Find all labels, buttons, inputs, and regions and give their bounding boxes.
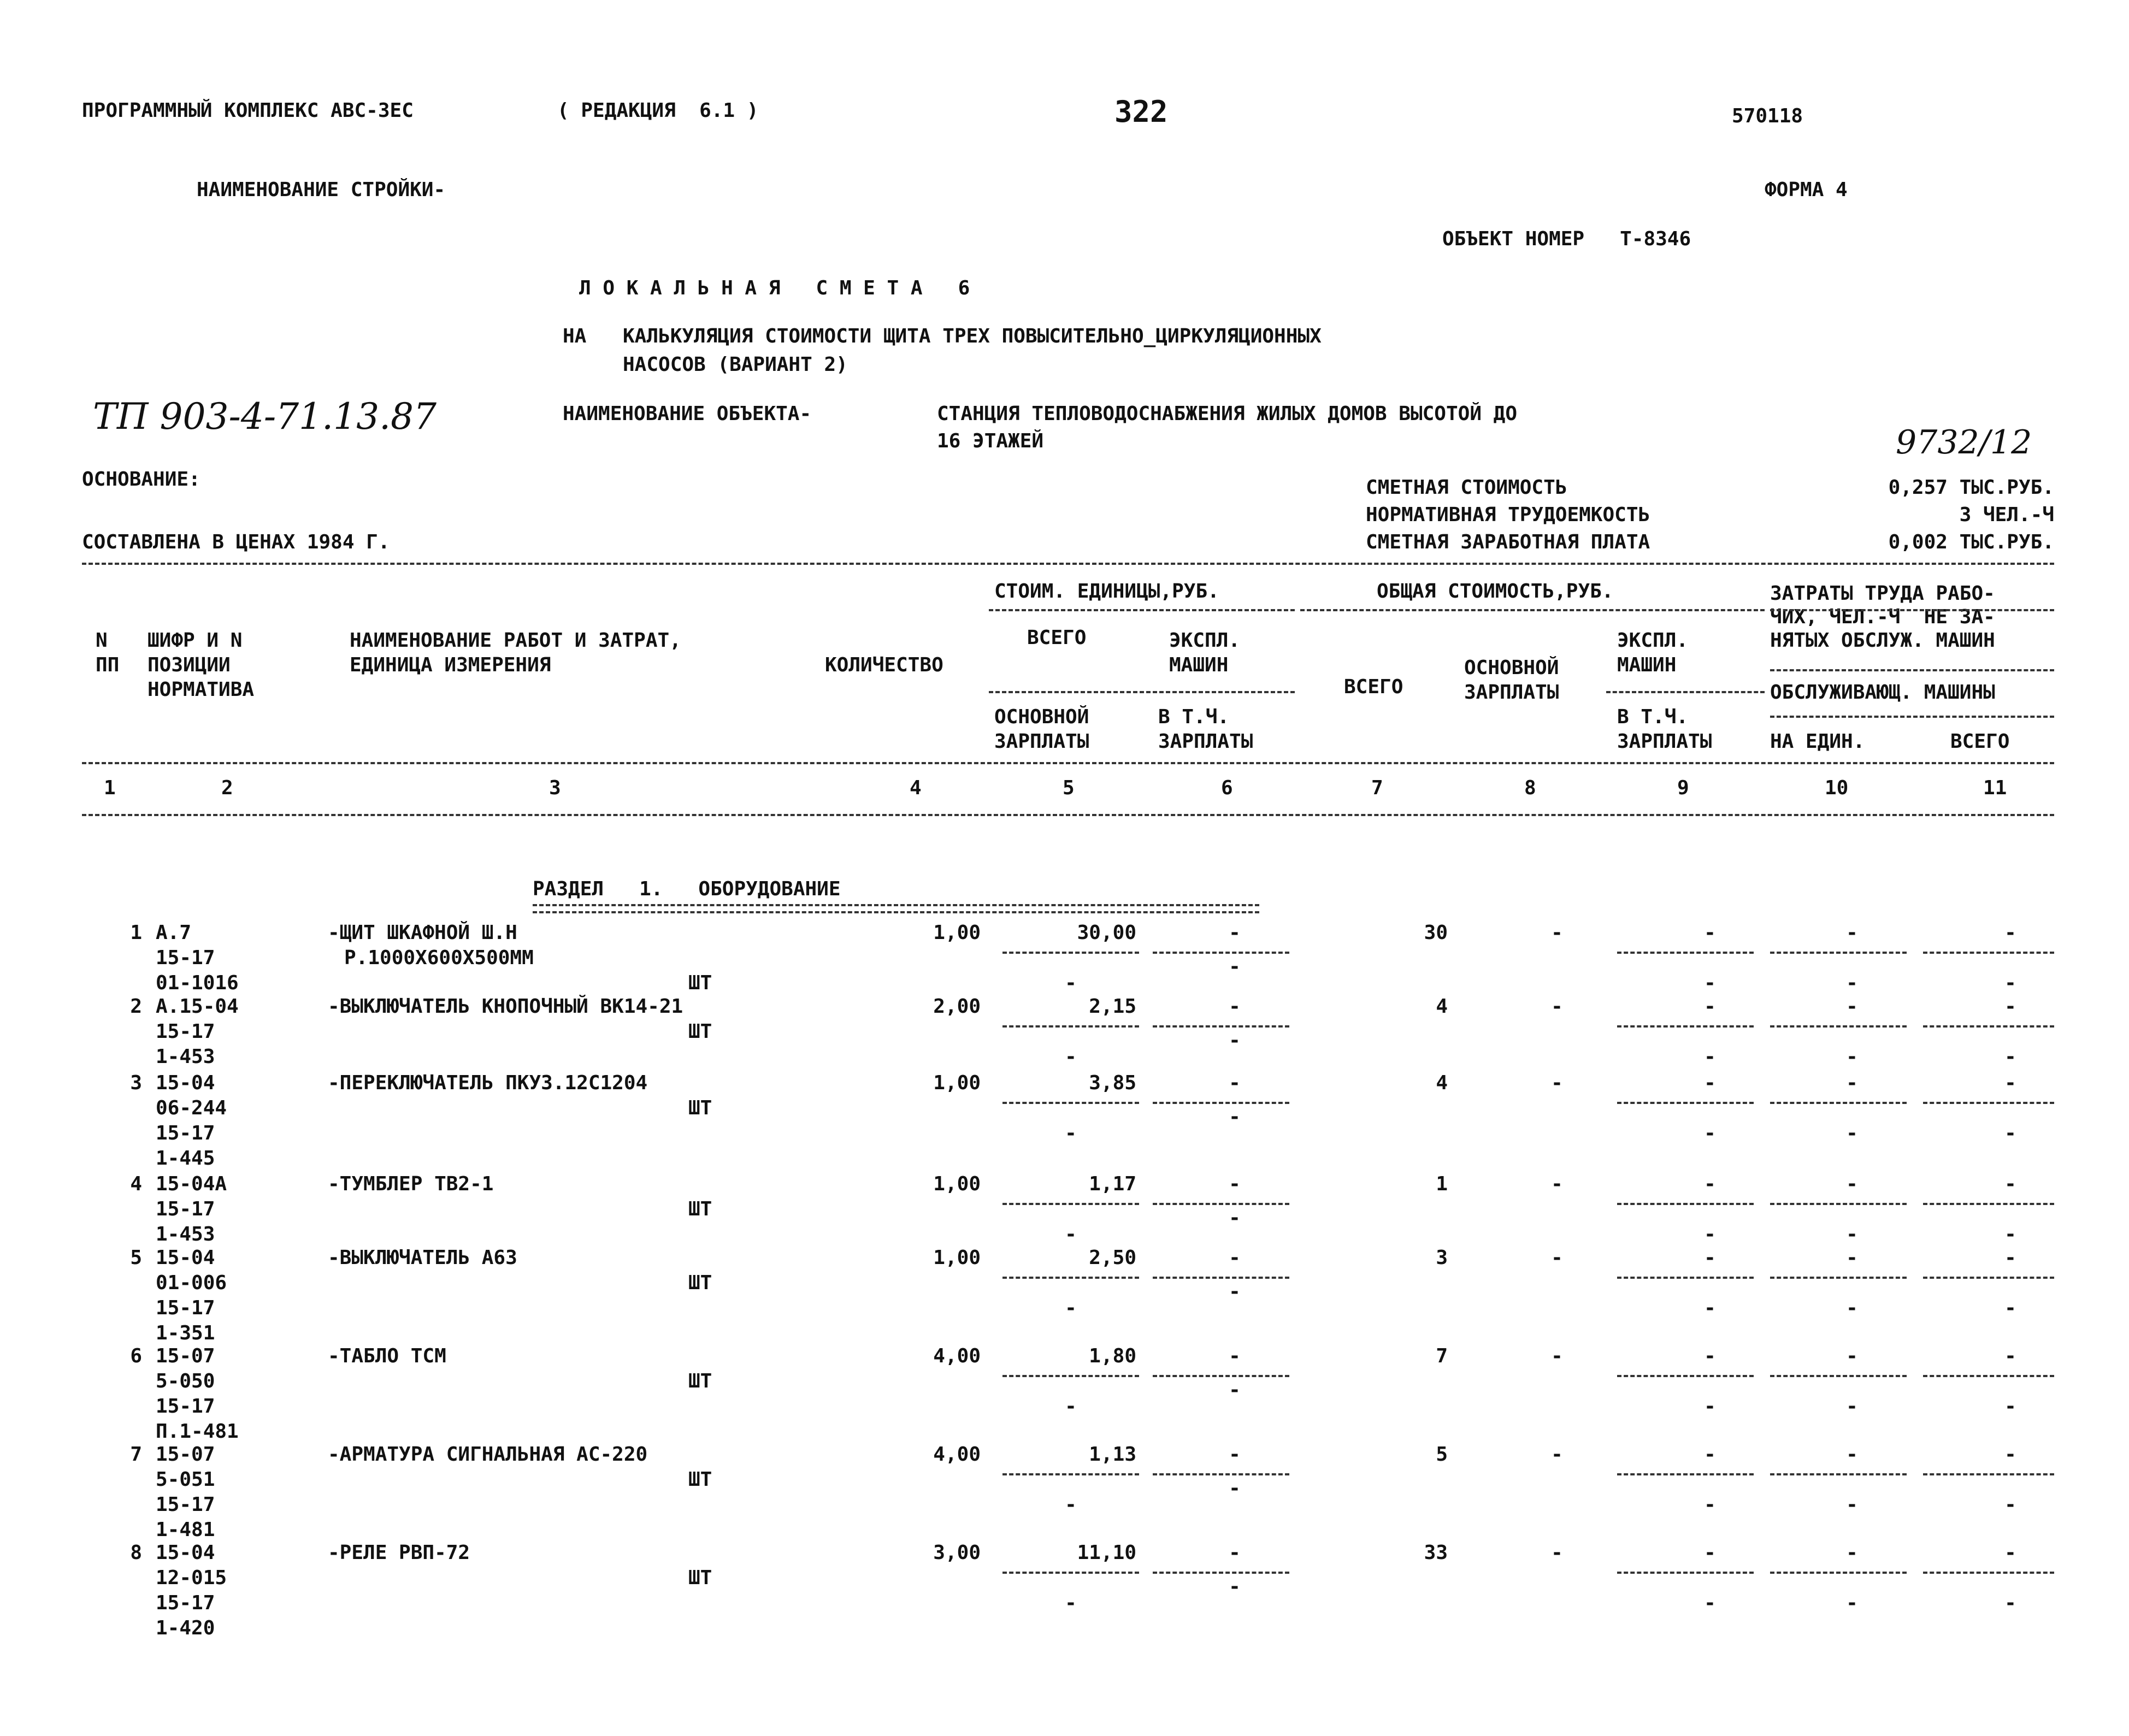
handwritten-sheet-number: 9732/12	[1896, 423, 2032, 462]
row-unit: ШТ	[688, 1272, 712, 1294]
rule-total-cost	[1300, 609, 1765, 611]
compiled-prices: СОСТАВЛЕНА В ЦЕНАХ 1984 Г.	[82, 531, 390, 553]
basis-label: ОСНОВАНИЕ:	[82, 468, 200, 491]
row-uc-wage: -	[1065, 1223, 1077, 1245]
row-code: 15-04	[156, 1247, 215, 1269]
row-unit-price: 2,50	[1089, 1247, 1136, 1269]
row-labor-total: -	[2004, 1443, 2016, 1466]
row-machines: -	[1229, 922, 1241, 944]
row-labor-unit: -	[1846, 1443, 1858, 1466]
header-tc-total: ВСЕГО	[1344, 676, 1403, 698]
row-rule-labor-total	[1923, 952, 2054, 954]
row-unit-price: 11,10	[1077, 1542, 1136, 1564]
row-rule-tc-machines	[1617, 1203, 1754, 1205]
row-rule-labor-total	[1923, 1473, 2054, 1475]
row-rule-machines	[1153, 1375, 1289, 1377]
row-labor-unit: -	[1846, 995, 1858, 1018]
rule-labor-2	[1770, 669, 2054, 671]
header-uc-incl: В Т.Ч. ЗАРПЛАТЫ	[1158, 706, 1253, 753]
row-rule-tc-machines	[1617, 1473, 1754, 1475]
row-labor-unit: -	[1846, 1345, 1858, 1367]
row-labor-total-2: -	[2004, 1046, 2016, 1068]
row-rule-labor-unit	[1770, 1572, 1907, 1574]
col-num-3: 3	[549, 777, 561, 799]
row-uc-wage: -	[1065, 972, 1077, 994]
table-rule-top	[82, 563, 2054, 565]
row-quantity: 1,00	[933, 1247, 981, 1269]
row-labor-unit-2: -	[1846, 1493, 1858, 1516]
row-rule-labor-unit	[1770, 1473, 1907, 1475]
row-rule-labor-total	[1923, 1375, 2054, 1377]
row-labor-total: -	[2004, 1247, 2016, 1269]
row-number: 6	[130, 1345, 142, 1367]
row-code: 15-07	[156, 1345, 215, 1367]
rule-labor-1	[1770, 609, 2054, 611]
summary-value-3: 0,002 ТЫС.РУБ.	[1888, 531, 2054, 553]
header-tc-incl: В Т.Ч. ЗАРПЛАТЫ	[1617, 706, 1712, 753]
col-num-7: 7	[1371, 777, 1383, 799]
row-labor-unit-2: -	[1846, 1592, 1858, 1614]
row-unit: ШТ	[688, 972, 712, 994]
object-name-line-2: 16 ЭТАЖЕЙ	[937, 430, 1044, 452]
row-rule-machines	[1153, 1102, 1289, 1104]
row-code: 1-351	[156, 1322, 215, 1344]
row-code: 15-17	[156, 1493, 215, 1516]
row-labor-unit-2: -	[1846, 1297, 1858, 1319]
row-name: -РЕЛЕ РВП-72	[328, 1542, 470, 1564]
row-unit-price: 30,00	[1077, 922, 1136, 944]
header-tc-machines: ЭКСПЛ. МАШИН	[1617, 629, 1689, 676]
col-num-9: 9	[1677, 777, 1689, 799]
row-unit-price: 2,15	[1089, 995, 1136, 1018]
row-number: 1	[130, 922, 142, 944]
col-num-5: 5	[1063, 777, 1075, 799]
row-uc-incl: -	[1229, 1106, 1241, 1128]
row-rule-machines	[1153, 1025, 1289, 1028]
row-code: 15-07	[156, 1443, 215, 1466]
row-rule-unit-price	[1002, 1473, 1139, 1475]
row-unit: ШТ	[688, 1020, 712, 1043]
row-total: 4	[1436, 995, 1448, 1018]
object-number: ОБЪЕКТ НОМЕР Т-8346	[1442, 228, 1691, 250]
row-unit-price: 1,80	[1089, 1345, 1136, 1367]
table-rule-header-bottom	[82, 762, 2054, 764]
header-col-2: ШИФР И N ПОЗИЦИИ НОРМАТИВА	[148, 629, 255, 701]
row-machines: -	[1229, 995, 1241, 1018]
row-tc-incl: -	[1704, 1395, 1716, 1418]
row-uc-wage: -	[1065, 1493, 1077, 1516]
col-num-11: 11	[1983, 777, 2007, 799]
section-underline-1	[533, 904, 1259, 906]
summary-value-2: 3 ЧЕЛ.-Ч	[1959, 504, 2054, 526]
row-rule-labor-total	[1923, 1572, 2054, 1574]
row-number: 7	[130, 1443, 142, 1466]
row-labor-unit: -	[1846, 1072, 1858, 1094]
row-code: 1-445	[156, 1147, 215, 1170]
row-number: 2	[130, 995, 142, 1018]
doc-code: 570118	[1732, 105, 1803, 127]
section-underline-2	[533, 911, 1259, 913]
row-rule-labor-unit	[1770, 1102, 1907, 1104]
row-uc-incl: -	[1229, 955, 1241, 978]
row-total: 1	[1436, 1173, 1448, 1195]
row-labor-total-2: -	[2004, 1395, 2016, 1418]
header-labor-total: ВСЕГО	[1950, 730, 2010, 753]
col-num-8: 8	[1524, 777, 1536, 799]
row-tc-machines: -	[1704, 1173, 1716, 1195]
row-total: 4	[1436, 1072, 1448, 1094]
row-tc-incl: -	[1704, 1592, 1716, 1614]
col-num-1: 1	[104, 777, 116, 799]
row-tc-incl: -	[1704, 1493, 1716, 1516]
row-machines: -	[1229, 1173, 1241, 1195]
row-rule-tc-machines	[1617, 1102, 1754, 1104]
row-quantity: 4,00	[933, 1345, 981, 1367]
row-tc-incl: -	[1704, 1122, 1716, 1144]
row-uc-wage: -	[1065, 1046, 1077, 1068]
row-name: -ТУМБЛЕР ТВ2-1	[328, 1173, 494, 1195]
row-total: 30	[1424, 922, 1448, 944]
row-uc-incl: -	[1229, 1029, 1241, 1052]
row-machines: -	[1229, 1542, 1241, 1564]
row-unit-price: 3,85	[1089, 1072, 1136, 1094]
row-code: 1-420	[156, 1617, 215, 1639]
row-name: -АРМАТУРА СИГНАЛЬНАЯ АС-220	[328, 1443, 648, 1466]
row-uc-wage: -	[1065, 1297, 1077, 1319]
row-wage: -	[1551, 922, 1563, 944]
row-labor-total: -	[2004, 1345, 2016, 1367]
row-name: -ЩИТ ШКАФНОЙ Ш.Н	[328, 922, 517, 944]
row-code: 15-04А	[156, 1173, 227, 1195]
row-labor-total: -	[2004, 1173, 2016, 1195]
row-uc-wage: -	[1065, 1395, 1077, 1418]
row-code: 15-17	[156, 1020, 215, 1043]
row-code: 5-050	[156, 1370, 215, 1392]
header-uc-machines: ЭКСПЛ. МАШИН	[1169, 629, 1241, 676]
row-code: 15-17	[156, 1592, 215, 1614]
row-tc-machines: -	[1704, 1247, 1716, 1269]
row-unit: ШТ	[688, 1468, 712, 1491]
header-uc-total: ВСЕГО	[1027, 627, 1087, 649]
row-quantity: 1,00	[933, 1072, 981, 1094]
row-wage: -	[1551, 1345, 1563, 1367]
row-tc-machines: -	[1704, 1072, 1716, 1094]
row-uc-incl: -	[1229, 1280, 1241, 1303]
col-num-6: 6	[1221, 777, 1233, 799]
row-rule-labor-total	[1923, 1277, 2054, 1279]
row-uc-incl: -	[1229, 1575, 1241, 1598]
row-machines: -	[1229, 1345, 1241, 1367]
row-machines: -	[1229, 1247, 1241, 1269]
row-rule-labor-unit	[1770, 1203, 1907, 1205]
header-unit-cost: СТОИМ. ЕДИНИЦЫ,РУБ.	[994, 580, 1219, 603]
row-code: П.1-481	[156, 1420, 239, 1443]
row-rule-tc-machines	[1617, 1025, 1754, 1028]
row-rule-labor-total	[1923, 1102, 2054, 1104]
row-uc-incl: -	[1229, 1477, 1241, 1499]
row-code: 15-04	[156, 1542, 215, 1564]
row-rule-tc-machines	[1617, 1572, 1754, 1574]
row-tc-incl: -	[1704, 1223, 1716, 1245]
header-tc-wage: ОСНОВНОЙ ЗАРПЛАТЫ	[1464, 657, 1559, 704]
header-labor: ЗАТРАТЫ ТРУДА РАБО- ЧИХ, ЧЕЛ.-Ч НЕ ЗА- НЯТЫХ ОБСЛУЖ. МАШИН	[1770, 582, 1995, 652]
summary-value-1: 0,257 ТЫС.РУБ.	[1888, 476, 2054, 499]
row-tc-incl: -	[1704, 1297, 1716, 1319]
row-code: 1-453	[156, 1046, 215, 1068]
row-code: 1-453	[156, 1223, 215, 1245]
row-labor-unit: -	[1846, 1247, 1858, 1269]
row-quantity: 1,00	[933, 922, 981, 944]
row-rule-machines	[1153, 1277, 1289, 1279]
row-tc-machines: -	[1704, 1542, 1716, 1564]
row-wage: -	[1551, 1173, 1563, 1195]
row-labor-total-2: -	[2004, 1592, 2016, 1614]
row-rule-labor-unit	[1770, 1277, 1907, 1279]
form-label: ФОРМА 4	[1765, 179, 1848, 201]
row-wage: -	[1551, 1542, 1563, 1564]
row-labor-unit-2: -	[1846, 1122, 1858, 1144]
row-name-line-2: Р.1000Х600Х500ММ	[344, 947, 534, 969]
rule-unit-cost-2	[989, 691, 1295, 693]
object-name-line-1: СТАНЦИЯ ТЕПЛОВОДОСНАБЖЕНИЯ ЖИЛЫХ ДОМОВ ВЫСОТОЙ ДО	[937, 403, 1518, 425]
on-label: НА	[563, 325, 587, 347]
row-labor-unit: -	[1846, 1173, 1858, 1195]
row-labor-total: -	[2004, 1072, 2016, 1094]
row-tc-machines: -	[1704, 995, 1716, 1018]
row-labor-total: -	[2004, 922, 2016, 944]
subject-line-2: НАСОСОВ (ВАРИАНТ 2)	[623, 353, 848, 376]
row-uc-wage: -	[1065, 1122, 1077, 1144]
header-total-cost: ОБЩАЯ СТОИМОСТЬ,РУБ.	[1377, 580, 1614, 603]
row-rule-tc-machines	[1617, 952, 1754, 954]
row-labor-total-2: -	[2004, 1297, 2016, 1319]
summary-label-3: СМЕТНАЯ ЗАРАБОТНАЯ ПЛАТА	[1366, 531, 1650, 553]
row-unit: ШТ	[688, 1370, 712, 1392]
row-tc-machines: -	[1704, 1443, 1716, 1466]
row-rule-machines	[1153, 1473, 1289, 1475]
row-code: 15-04	[156, 1072, 215, 1094]
summary-label-1: СМЕТНАЯ СТОИМОСТЬ	[1366, 476, 1567, 499]
row-rule-labor-unit	[1770, 1025, 1907, 1028]
handwritten-project-code: ТП 903-4-71.13.87	[93, 395, 437, 438]
row-uc-wage: -	[1065, 1592, 1077, 1614]
row-rule-labor-total	[1923, 1203, 2054, 1205]
row-labor-total: -	[2004, 995, 2016, 1018]
row-wage: -	[1551, 995, 1563, 1018]
row-labor-unit-2: -	[1846, 1395, 1858, 1418]
row-code: 15-17	[156, 1297, 215, 1319]
row-rule-machines	[1153, 952, 1289, 954]
row-rule-unit-price	[1002, 1203, 1139, 1205]
summary-label-2: НОРМАТИВНАЯ ТРУДОЕМКОСТЬ	[1366, 504, 1650, 526]
row-labor-total-2: -	[2004, 1493, 2016, 1516]
row-rule-machines	[1153, 1203, 1289, 1205]
row-rule-tc-machines	[1617, 1375, 1754, 1377]
page-number: 322	[1114, 95, 1168, 129]
row-rule-unit-price	[1002, 1277, 1139, 1279]
row-unit-price: 1,17	[1089, 1173, 1136, 1195]
row-rule-tc-machines	[1617, 1277, 1754, 1279]
row-labor-total-2: -	[2004, 1122, 2016, 1144]
row-number: 4	[130, 1173, 142, 1195]
row-code: 01-006	[156, 1272, 227, 1294]
row-name: -ПЕРЕКЛЮЧАТЕЛЬ ПКУ3.12С1204	[328, 1072, 648, 1094]
row-name: -ВЫКЛЮЧАТЕЛЬ КНОПОЧНЫЙ ВК14-21	[328, 995, 683, 1018]
header-col-1: N ПП	[96, 629, 120, 676]
row-number: 3	[130, 1072, 142, 1094]
row-labor-total: -	[2004, 1542, 2016, 1564]
object-name-label: НАИМЕНОВАНИЕ ОБЪЕКТА-	[563, 403, 812, 425]
col-num-10: 10	[1825, 777, 1849, 799]
row-wage: -	[1551, 1072, 1563, 1094]
row-quantity: 4,00	[933, 1443, 981, 1466]
row-labor-unit: -	[1846, 922, 1858, 944]
row-total: 5	[1436, 1443, 1448, 1466]
row-labor-unit-2: -	[1846, 1046, 1858, 1068]
col-num-2: 2	[221, 777, 233, 799]
row-unit: ШТ	[688, 1198, 712, 1220]
row-unit: ШТ	[688, 1567, 712, 1589]
col-num-4: 4	[910, 777, 922, 799]
header-uc-wage: ОСНОВНОЙ ЗАРПЛАТЫ	[994, 706, 1089, 753]
edition: ( РЕДАКЦИЯ 6.1 )	[557, 99, 759, 122]
row-rule-unit-price	[1002, 1375, 1139, 1377]
row-rule-labor-unit	[1770, 1375, 1907, 1377]
rule-labor-3	[1770, 716, 2054, 718]
program-name: ПРОГРАММНЫЙ КОМПЛЕКС АВС-3ЕС	[82, 99, 414, 122]
row-labor-unit-2: -	[1846, 1223, 1858, 1245]
row-quantity: 1,00	[933, 1173, 981, 1195]
row-uc-incl: -	[1229, 1207, 1241, 1229]
row-tc-machines: -	[1704, 1345, 1716, 1367]
row-rule-labor-total	[1923, 1025, 2054, 1028]
row-code: 01-1016	[156, 972, 239, 994]
rule-unit-cost	[989, 609, 1295, 611]
row-rule-unit-price	[1002, 1572, 1139, 1574]
row-code: 1-481	[156, 1519, 215, 1541]
row-labor-unit-2: -	[1846, 972, 1858, 994]
row-total: 7	[1436, 1345, 1448, 1367]
header-col-4: КОЛИЧЕСТВО	[825, 654, 943, 676]
row-quantity: 2,00	[933, 995, 981, 1018]
row-code: 15-17	[156, 1198, 215, 1220]
row-code: 12-015	[156, 1567, 227, 1589]
row-rule-unit-price	[1002, 1025, 1139, 1028]
row-code: 06-244	[156, 1097, 227, 1119]
row-total: 3	[1436, 1247, 1448, 1269]
header-col-3: НАИМЕНОВАНИЕ РАБОТ И ЗАТРАТ, ЕДИНИЦА ИЗМЕРЕНИЯ	[350, 629, 681, 676]
row-labor-total-2: -	[2004, 1223, 2016, 1245]
row-rule-labor-unit	[1770, 952, 1907, 954]
row-total: 33	[1424, 1542, 1448, 1564]
row-machines: -	[1229, 1443, 1241, 1466]
row-name: -ТАБЛО ТСМ	[328, 1345, 446, 1367]
row-code: 15-17	[156, 1122, 215, 1144]
row-rule-machines	[1153, 1572, 1289, 1574]
rule-machines-2	[1606, 691, 1765, 693]
row-machines: -	[1229, 1072, 1241, 1094]
row-code: 15-17	[156, 1395, 215, 1418]
row-quantity: 3,00	[933, 1542, 981, 1564]
row-labor-total-2: -	[2004, 972, 2016, 994]
row-wage: -	[1551, 1247, 1563, 1269]
row-tc-incl: -	[1704, 972, 1716, 994]
row-code: А.7	[156, 922, 192, 944]
document-title: Л О К А Л Ь Н А Я С М Е Т А 6	[579, 277, 970, 299]
row-unit: ШТ	[688, 1097, 712, 1119]
row-name: -ВЫКЛЮЧАТЕЛЬ А63	[328, 1247, 517, 1269]
header-labor-service: ОБСЛУЖИВАЮЩ. МАШИНЫ	[1770, 681, 1995, 704]
row-labor-unit: -	[1846, 1542, 1858, 1564]
row-code: А.15-04	[156, 995, 239, 1018]
row-number: 8	[130, 1542, 142, 1564]
row-rule-unit-price	[1002, 952, 1139, 954]
row-code: 5-051	[156, 1468, 215, 1491]
row-wage: -	[1551, 1443, 1563, 1466]
row-tc-machines: -	[1704, 922, 1716, 944]
header-labor-unit: НА ЕДИН.	[1770, 730, 1865, 753]
section-title: РАЗДЕЛ 1. ОБОРУДОВАНИЕ	[533, 878, 841, 900]
row-code: 15-17	[156, 947, 215, 969]
row-rule-unit-price	[1002, 1102, 1139, 1104]
row-unit-price: 1,13	[1089, 1443, 1136, 1466]
row-number: 5	[130, 1247, 142, 1269]
row-uc-incl: -	[1229, 1379, 1241, 1401]
subject-line-1: КАЛЬКУЛЯЦИЯ СТОИМОСТИ ЩИТА ТРЕХ ПОВЫСИТЕЛЬНО_ЦИРКУЛЯЦИОННЫХ	[623, 325, 1322, 347]
construction-label: НАИМЕНОВАНИЕ СТРОЙКИ-	[197, 179, 446, 201]
row-tc-incl: -	[1704, 1046, 1716, 1068]
table-rule-numbers-bottom	[82, 814, 2054, 816]
